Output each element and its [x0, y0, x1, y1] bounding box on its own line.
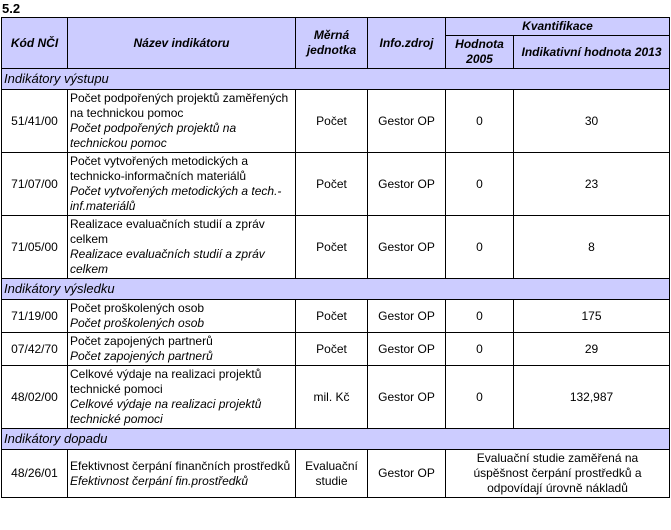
indicator-name-cell: [68, 90, 296, 153]
indicator-name: Celkové výdaje na realizaci projektů technické pomoci: [70, 367, 262, 396]
value-2013: 8: [514, 216, 670, 279]
value-2013: 23: [514, 153, 670, 216]
header-source: Info.zdroj: [368, 18, 446, 69]
unit: Počet: [296, 90, 368, 153]
header-value-2005: Hodnota 2005: [446, 36, 514, 69]
table-row: [2, 153, 670, 216]
value-2005: 0: [446, 333, 514, 366]
indicator-name: Efektivnost čerpání finančních prostředků: [70, 458, 291, 473]
group-title: Indikátory dopadu: [2, 429, 670, 450]
indicator-name-alt: Počet zapojených partnerů: [70, 349, 213, 363]
indicator-name: Realizace evaluačních studií a zpráv celkem: [70, 217, 265, 246]
header-quantification: Kvantifikace: [446, 18, 670, 36]
indicator-code: 48/02/00: [2, 366, 68, 429]
indicator-code: 48/26/01: [2, 450, 68, 498]
table-row: [2, 216, 670, 279]
info-source: Gestor OP: [368, 300, 446, 333]
table-row: [2, 450, 670, 498]
unit: Počet: [296, 216, 368, 279]
indicator-name-cell: [68, 450, 296, 498]
value-2013: 175: [514, 300, 670, 333]
unit: Počet: [296, 153, 368, 216]
info-source: Gestor OP: [368, 153, 446, 216]
indicator-name: Počet podpořených projektů zaměřených na technickou pomoc: [70, 91, 289, 120]
info-source: Gestor OP: [368, 450, 446, 498]
indicator-code: 71/07/00: [2, 153, 68, 216]
header-value-2013: Indikativní hodnota 2013: [514, 36, 670, 69]
header-code: Kód NČI: [2, 18, 68, 69]
unit: mil. Kč: [296, 366, 368, 429]
value-2013: 29: [514, 333, 670, 366]
value-2005: 0: [446, 153, 514, 216]
indicator-name-alt: Počet proškolených osob: [70, 316, 205, 330]
info-source: Gestor OP: [368, 366, 446, 429]
unit: Počet: [296, 333, 368, 366]
indicator-name-cell: [68, 216, 296, 279]
group-row: [2, 279, 670, 300]
header-unit: Měrná jednotka: [296, 18, 368, 69]
indicator-table: [1, 17, 670, 498]
indicator-name-alt: Celkové výdaje na realizaci projektů technické pomoci: [70, 397, 262, 426]
section-number: 5.2: [2, 1, 21, 16]
table-row: [2, 333, 670, 366]
indicator-name-cell: [68, 153, 296, 216]
info-source: Gestor OP: [368, 90, 446, 153]
table-row: [2, 90, 670, 153]
value-2005: 0: [446, 90, 514, 153]
table-row: [2, 300, 670, 333]
indicator-name-alt: Počet vytvořených metodických a tech.-inf.materiálů: [70, 184, 282, 213]
indicator-name-cell: [68, 300, 296, 333]
header-name: Název indikátoru: [68, 18, 296, 69]
indicator-name-alt: Počet podpořených projektů na technickou pomoc: [70, 121, 237, 150]
indicator-code: 71/05/00: [2, 216, 68, 279]
indicator-code: 07/42/70: [2, 333, 68, 366]
indicator-name: Počet vytvořených metodických a technicko-informačních materiálů: [70, 154, 249, 183]
indicator-name: Počet proškolených osob: [70, 301, 205, 315]
indicator-name-cell: [68, 366, 296, 429]
qualitative-value: Evaluační studie zaměřená na úspěšnost čerpání prostředků a odpovídají úrovně nákladů: [446, 450, 670, 498]
table-row: [2, 366, 670, 429]
indicator-name-cell: [68, 333, 296, 366]
value-2013: 30: [514, 90, 670, 153]
info-source: Gestor OP: [368, 216, 446, 279]
info-source: Gestor OP: [368, 333, 446, 366]
indicator-name-alt: Realizace evaluačních studií a zpráv celkem: [70, 247, 265, 276]
indicator-name-alt: Efektivnost čerpání fin.prostředků: [70, 473, 249, 488]
value-2005: 0: [446, 366, 514, 429]
value-2005: 0: [446, 300, 514, 333]
group-title: Indikátory výstupu: [2, 69, 670, 90]
group-title: Indikátory výsledku: [2, 279, 670, 300]
group-row: [2, 69, 670, 90]
unit: Evaluační studie: [296, 450, 368, 498]
indicator-code: 71/19/00: [2, 300, 68, 333]
indicator-code: 51/41/00: [2, 90, 68, 153]
unit: Počet: [296, 300, 368, 333]
group-row: [2, 429, 670, 450]
indicator-name: Počet zapojených partnerů: [70, 334, 213, 348]
value-2005: 0: [446, 216, 514, 279]
value-2013: 132,987: [514, 366, 670, 429]
